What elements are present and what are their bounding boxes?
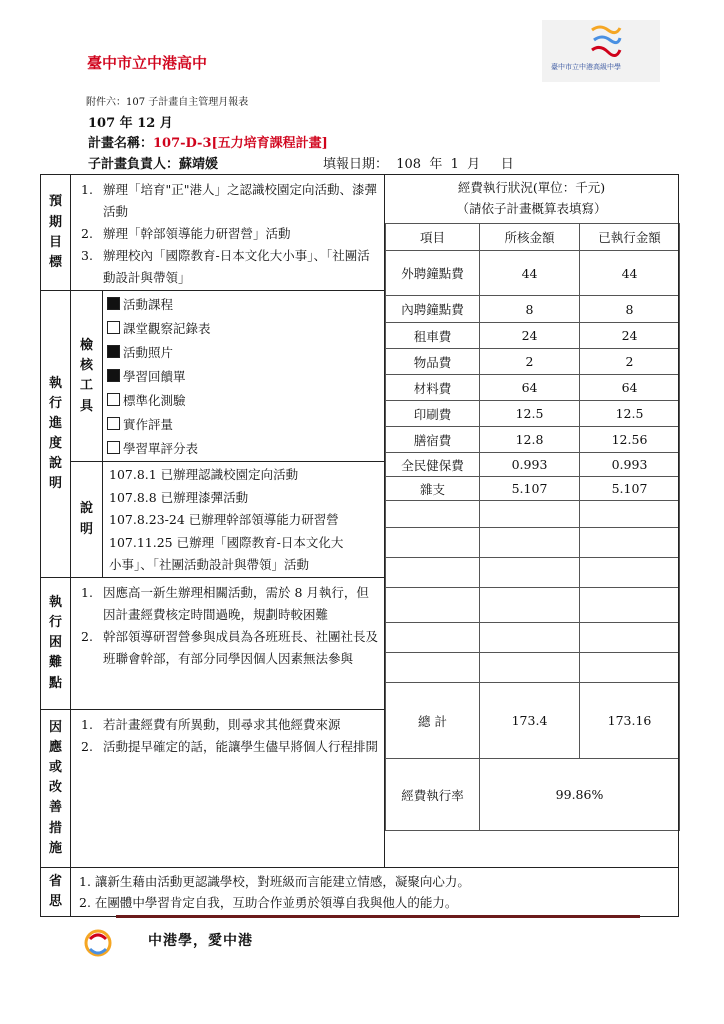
budget-row	[386, 375, 680, 401]
budget-item: 租車費	[386, 323, 480, 349]
check-item	[103, 437, 384, 461]
budget-executed: 64	[580, 375, 680, 401]
check-item-label: 標準化測驗	[123, 393, 186, 409]
budget-empty-cell	[580, 653, 680, 683]
budget-empty-cell	[480, 558, 580, 588]
budget-total-approved: 173.4	[480, 683, 580, 759]
footer-slogan: 中港學，愛中港	[148, 933, 253, 949]
budget-item: 外聘鐘點費	[386, 251, 480, 296]
progress-note: 107.8.1 已辦理認識校園定向活動	[109, 467, 299, 483]
improve-label-char: 善	[48, 800, 62, 816]
progress-label-char: 行	[48, 395, 62, 411]
checked-box-icon	[107, 369, 120, 382]
progress-note: 107.11.25 已辦理「國際教育-日本文化大	[109, 534, 344, 550]
budget-table	[385, 223, 680, 831]
difficulty-label-char: 執	[48, 595, 62, 611]
improve-label-char: 應	[48, 740, 62, 756]
budget-rate-label: 經費執行率	[386, 759, 480, 831]
notes-label-char: 明	[79, 521, 93, 537]
improve-item-text: 若計畫經費有所異動，則尋求其他經費來源	[103, 716, 341, 732]
budget-approved: 0.993	[480, 453, 580, 477]
improve-label-char: 改	[48, 780, 62, 796]
check-item-label: 實作評量	[123, 417, 174, 433]
notes-label-char: 說	[79, 501, 93, 517]
checked-box-icon	[107, 345, 120, 358]
budget-subtitle: （請依子計畫概算表填寫）	[456, 201, 607, 216]
improve-item	[81, 736, 380, 758]
goal-item	[81, 245, 380, 289]
budget-title: 經費執行狀況(單位：千元)	[457, 180, 606, 195]
budget-row	[386, 477, 680, 501]
budget-item: 雜支	[386, 477, 480, 501]
budget-total-executed: 173.16	[580, 683, 680, 759]
budget-row	[386, 296, 680, 323]
budget-row	[386, 453, 680, 477]
improve-item	[81, 714, 380, 736]
budget-empty-cell	[580, 588, 680, 623]
improve-label-cell	[41, 709, 71, 867]
budget-row	[386, 251, 680, 296]
budget-executed: 12.5	[580, 401, 680, 427]
budget-empty-cell	[580, 623, 680, 653]
budget-header: 項目	[386, 224, 480, 251]
improve-item-text: 活動提早確定的話，能讓學生儘早將個人行程排開	[103, 738, 379, 754]
budget-row	[386, 528, 680, 558]
check-item-label: 課堂觀察記錄表	[123, 321, 211, 337]
improve-label-char: 施	[48, 840, 62, 856]
checked-box-icon	[107, 297, 120, 310]
budget-item: 全民健保費	[386, 453, 480, 477]
reflect-item: 1. 讓新生藉由活動更認識學校，對班級而言能建立情感，凝聚向心力。	[79, 873, 470, 889]
plan-name-line	[88, 132, 328, 151]
monthly-report-table	[40, 174, 679, 917]
plan-label: 計畫名稱：	[88, 136, 154, 151]
progress-note: 107.8.8 已辦理漆彈活動	[109, 489, 249, 505]
notes-cell	[103, 462, 385, 578]
budget-empty-cell	[580, 528, 680, 558]
reflect-item: 2. 在團體中學習肯定自我，互助合作並勇於領導自我與他人的能力。	[79, 894, 458, 910]
progress-label-char: 進	[48, 415, 62, 431]
notes-label-cell	[71, 462, 103, 578]
tools-label-char: 核	[79, 358, 93, 374]
budget-item: 材料費	[386, 375, 480, 401]
budget-executed: 24	[580, 323, 680, 349]
budget-rate-value: 99.86%	[480, 759, 680, 831]
check-item-label: 活動照片	[123, 345, 174, 361]
unchecked-box-icon	[107, 393, 120, 406]
budget-executed: 5.107	[580, 477, 680, 501]
unchecked-box-icon	[107, 321, 120, 334]
budget-empty-cell	[386, 501, 480, 528]
budget-executed: 2	[580, 349, 680, 375]
difficulty-item-number: 1.	[81, 584, 93, 600]
goal-item	[81, 179, 380, 223]
goal-item-text: 辦理「幹部領導能力研習營」活動	[103, 225, 291, 241]
improve-item-number: 2.	[81, 738, 93, 754]
tools-label-char: 工	[79, 378, 93, 394]
budget-executed: 8	[580, 296, 680, 323]
goal-item-number: 1.	[81, 182, 93, 197]
progress-label-char: 說	[48, 456, 62, 472]
school-logo-caption: 臺中市立中港高級中學	[551, 63, 621, 71]
tools-label-char: 檢	[79, 338, 93, 354]
progress-label-char: 度	[48, 436, 62, 452]
goal-label-char: 預	[48, 194, 62, 210]
school-logo-icon	[588, 22, 622, 58]
tools-cell	[103, 291, 385, 462]
goal-cell	[71, 175, 385, 291]
goal-item-text: 辦理「培育"正"港人」之認識校園定向活動、漆彈活動	[103, 182, 377, 219]
improve-item-number: 1.	[81, 716, 93, 732]
budget-executed: 12.56	[580, 427, 680, 453]
tools-label-char: 具	[79, 398, 93, 414]
improve-label-char: 措	[48, 820, 62, 836]
budget-executed: 44	[580, 251, 680, 296]
budget-item: 膳宿費	[386, 427, 480, 453]
progress-note: 107.8.23-24 已辦理幹部領導能力研習營	[109, 512, 339, 528]
budget-row	[386, 588, 680, 623]
tools-label-cell	[71, 291, 103, 462]
difficulty-label-char: 困	[48, 635, 62, 651]
budget-approved: 2	[480, 349, 580, 375]
progress-label-char: 明	[48, 476, 62, 492]
budget-row	[386, 349, 680, 375]
budget-row	[386, 427, 680, 453]
check-item	[103, 389, 384, 413]
check-item	[103, 317, 384, 341]
budget-approved: 12.8	[480, 427, 580, 453]
goal-label-cell	[41, 175, 71, 291]
budget-approved: 64	[480, 375, 580, 401]
annex-title: 附件六：107 子計畫自主管理月報表	[86, 97, 249, 108]
improve-label-char: 或	[48, 760, 62, 776]
difficulty-label-char: 行	[48, 615, 62, 631]
report-date: 填報日期： 108 年 1 月 日	[323, 157, 514, 172]
budget-approved: 44	[480, 251, 580, 296]
school-name: 臺中市立中港高中	[87, 54, 208, 72]
reflect-label-cell	[41, 867, 71, 916]
check-item-label: 活動課程	[123, 297, 174, 313]
difficulty-item-number: 2.	[81, 628, 93, 644]
budget-total-row	[386, 683, 680, 759]
budget-empty-cell	[480, 501, 580, 528]
plan-name: 107-D-3[五力培育課程計畫]	[153, 136, 328, 151]
budget-approved: 8	[480, 296, 580, 323]
difficulty-label-char: 難	[48, 655, 62, 671]
budget-approved: 12.5	[480, 401, 580, 427]
budget-empty-cell	[580, 558, 680, 588]
difficulty-item-text: 因應高一新生辦理相關活動，需於 8 月執行，但因計畫經費核定時間過晚，規劃時較困難	[103, 584, 369, 622]
report-month: 107 年 12 月	[88, 116, 173, 131]
reflect-label-char: 省	[48, 873, 62, 889]
progress-label-cell	[41, 291, 71, 578]
budget-header: 所核金額	[480, 224, 580, 251]
unchecked-box-icon	[107, 417, 120, 430]
check-item	[103, 341, 384, 365]
check-item	[103, 365, 384, 389]
budget-empty-cell	[480, 653, 580, 683]
check-item	[103, 413, 384, 437]
goal-label-char: 目	[48, 234, 62, 250]
goal-item	[81, 223, 380, 245]
budget-item: 物品費	[386, 349, 480, 375]
footer-logo-icon	[80, 925, 116, 961]
budget-empty-cell	[386, 558, 480, 588]
goal-item-number: 2.	[81, 225, 93, 241]
goal-label-char: 標	[48, 254, 62, 270]
improve-cell	[71, 709, 385, 867]
owner-line	[88, 153, 548, 172]
budget-empty-cell	[386, 528, 480, 558]
budget-item: 印刷費	[386, 401, 480, 427]
budget-total-label: 總 計	[386, 683, 480, 759]
budget-empty-cell	[480, 528, 580, 558]
check-item	[103, 293, 384, 317]
budget-empty-cell	[386, 623, 480, 653]
budget-empty-cell	[480, 623, 580, 653]
reflect-label-char: 思	[48, 893, 62, 909]
budget-cell	[385, 175, 679, 868]
budget-empty-cell	[480, 588, 580, 623]
check-item-label: 學習單評分表	[123, 441, 199, 457]
goal-item-text: 辦理校內「國際教育-日本文化大小事」、「社團活動設計與帶領」	[103, 247, 370, 285]
improve-label-char: 因	[48, 719, 62, 735]
budget-row	[386, 653, 680, 683]
check-item-label: 學習回饋單	[123, 369, 186, 385]
budget-header-row	[386, 224, 680, 251]
budget-row	[386, 558, 680, 588]
reflect-cell	[71, 867, 679, 916]
difficulty-label-char: 點	[48, 675, 62, 691]
progress-label-char: 執	[48, 375, 62, 391]
budget-header: 已執行金額	[580, 224, 680, 251]
budget-row	[386, 401, 680, 427]
budget-row	[386, 623, 680, 653]
difficulty-cell	[71, 577, 385, 709]
goal-item-number: 3.	[81, 247, 93, 263]
unchecked-box-icon	[107, 441, 120, 454]
budget-empty-cell	[386, 588, 480, 623]
goal-label-char: 期	[48, 214, 62, 230]
budget-row	[386, 323, 680, 349]
budget-item: 內聘鐘點費	[386, 296, 480, 323]
footer-divider	[116, 915, 640, 918]
owner-label: 子計畫負責人：蘇靖媛	[88, 157, 219, 172]
difficulty-item	[81, 582, 380, 626]
budget-rate-row	[386, 759, 680, 831]
budget-executed: 0.993	[580, 453, 680, 477]
budget-empty-cell	[580, 501, 680, 528]
budget-empty-cell	[386, 653, 480, 683]
budget-row	[386, 501, 680, 528]
difficulty-item	[81, 626, 380, 670]
budget-approved: 24	[480, 323, 580, 349]
progress-note: 小事」、「社團活動設計與帶領」活動	[109, 557, 310, 573]
difficulty-label-cell	[41, 577, 71, 709]
difficulty-item-text: 幹部領導研習營參與成員為各班班長、社團社長及班聯會幹部，有部分同學因個人因素無法參與	[103, 628, 379, 666]
budget-approved: 5.107	[480, 477, 580, 501]
